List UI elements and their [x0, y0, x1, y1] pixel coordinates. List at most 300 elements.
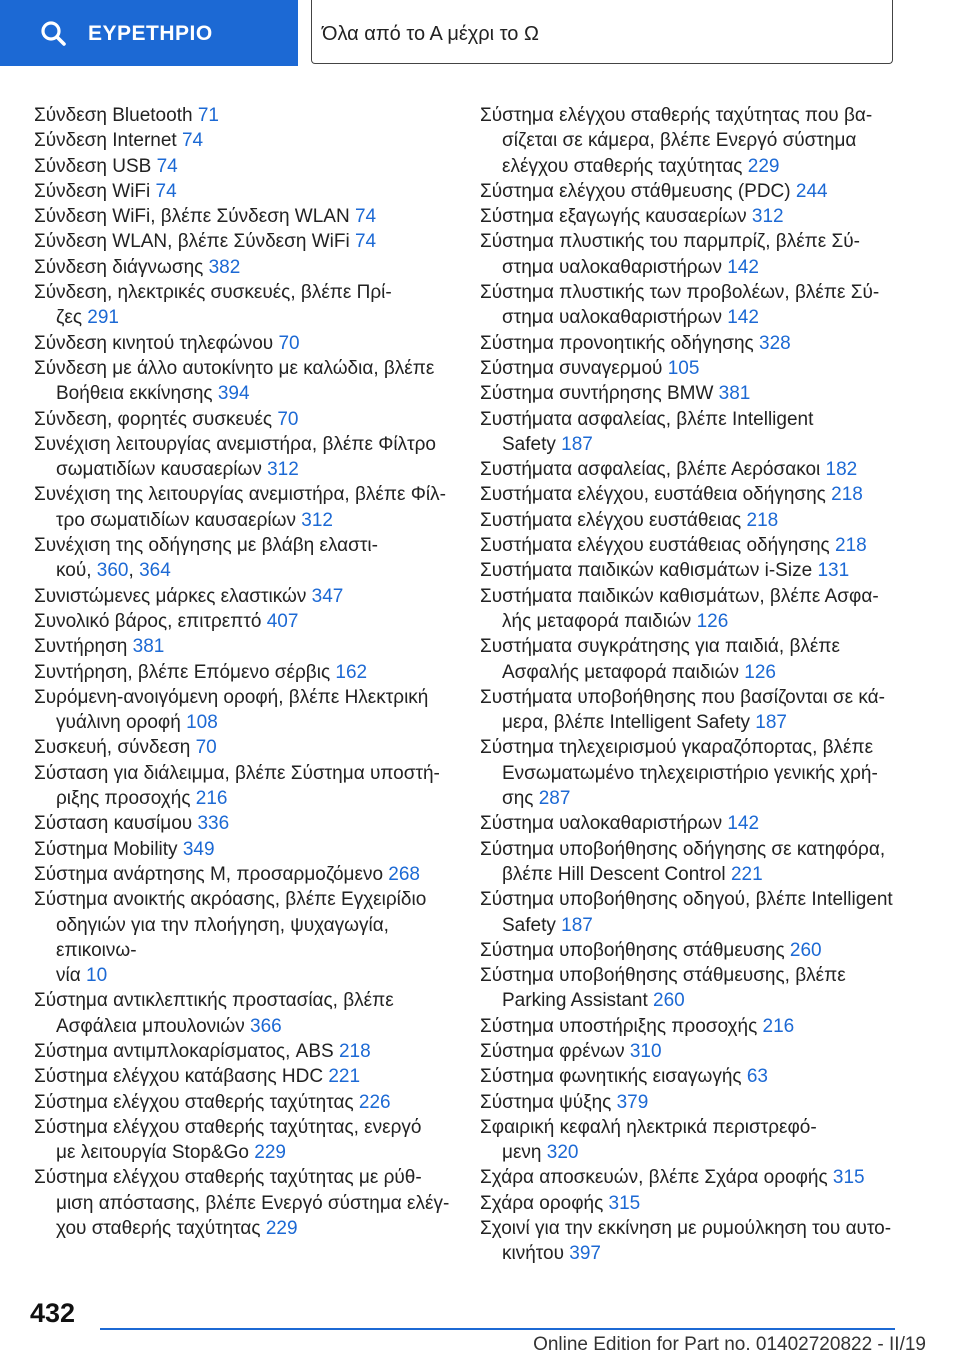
page-link[interactable]: 315	[608, 1192, 641, 1214]
entry-pages	[193, 105, 219, 126]
page-link[interactable]: 360	[96, 560, 129, 582]
page-link[interactable]: 187	[561, 914, 593, 936]
page-link[interactable]: 366	[250, 1015, 282, 1037]
entry-continuation	[480, 786, 930, 811]
index-entry	[480, 407, 930, 458]
page-link[interactable]: 312	[267, 459, 299, 481]
entry-pages	[261, 1218, 298, 1239]
index-entry	[480, 1216, 930, 1267]
entry-text: Συσκευή, σύνδεση	[34, 737, 191, 759]
page-link[interactable]: 382	[208, 256, 241, 278]
entry-text: Σύστημα ελέγχου σταθερής ταχύτητας με ρύθ-	[34, 1167, 422, 1189]
entry-pages	[556, 915, 593, 936]
entry-pages	[750, 712, 787, 733]
page-link[interactable]: 10	[86, 965, 108, 987]
page-link[interactable]: 216	[762, 1015, 795, 1037]
entry-text: Συστήματα παιδικών καθισμάτων, βλέπε Ασφα-	[480, 585, 879, 607]
page-link[interactable]: 315	[832, 1167, 865, 1189]
page-link[interactable]: 229	[265, 1218, 298, 1240]
entry-text: Συντήρηση	[34, 636, 128, 658]
index-entry	[480, 837, 930, 888]
entry-text: Σύστημα τηλεχειρισμού γκαραζόπορτας, βλέπε	[480, 737, 874, 759]
entry-pages	[261, 611, 298, 632]
entry-text: Ενσωματωμένο τηλεχειριστήριο γενικής χρή-	[502, 762, 878, 784]
index-entry	[480, 1014, 930, 1039]
page-link[interactable]: 229	[747, 155, 780, 177]
entry-text: Σύστημα προνοητικής οδήγησης	[480, 332, 754, 354]
entry-continuation	[480, 988, 930, 1013]
entry-text: στημα υαλοκαθαριστήρων	[502, 307, 722, 329]
entry-continuation	[480, 862, 930, 887]
footer-divider	[100, 1328, 895, 1330]
entry-text: μενη	[502, 1142, 542, 1164]
index-entry	[34, 761, 464, 812]
index-entry	[480, 887, 930, 938]
entry-pages	[564, 1243, 601, 1264]
entry-continuation	[34, 786, 464, 811]
entry-text: Σύσταση για διάλειμμα, βλέπε Σύστημα υποστή-	[34, 762, 440, 784]
entry-text: Σύστημα εξαγωγής καυσαερίων	[480, 206, 747, 228]
page-link[interactable]: 74	[155, 180, 177, 202]
entry-text: Σύνδεση, φορητές συσκευές	[34, 408, 273, 430]
entry-text: Σύνδεση Bluetooth	[34, 105, 193, 126]
index-entry	[34, 1165, 464, 1241]
entry-text: Σύστημα ελέγχου κατάβασης HDC	[34, 1066, 324, 1088]
entry-pages	[662, 358, 699, 379]
index-entry	[480, 533, 930, 558]
entry-pages	[191, 788, 228, 809]
entry-text: Σύστημα συντήρησης BMW	[480, 383, 714, 405]
entry-pages	[273, 333, 299, 354]
page-link[interactable]: 287	[538, 788, 571, 810]
entry-text: Σύστημα πλυστικής του παρμπρίζ, βλέπε Σύ-	[480, 231, 860, 253]
entry-text: Σύνδεση WLAN, βλέπε Σύνδεση WiFi	[34, 231, 350, 253]
entry-continuation	[480, 255, 930, 280]
page-link[interactable]: 221	[730, 863, 763, 885]
index-entry	[34, 988, 464, 1039]
entry-text: Σύστημα ανοικτής ακρόασης, βλέπε Εγχειρίδιο	[34, 889, 427, 911]
index-entry	[480, 938, 930, 963]
index-entry	[480, 963, 930, 1014]
entry-pages	[739, 662, 776, 683]
index-entry	[34, 685, 464, 736]
index-entry	[34, 887, 464, 988]
index-entry	[34, 179, 464, 204]
entry-text: Σύστημα αντικλεπτικής προστασίας, βλέπε	[34, 990, 394, 1012]
entry-text: Σύστημα ψύξης	[480, 1091, 612, 1113]
entry-text: Συνέχιση της οδήγησης με βλάβη ελαστι-	[34, 535, 378, 557]
entry-text: Σύνδεση με άλλο αυτοκίνητο με καλώδια, βλέπε	[34, 357, 435, 379]
entry-text: Συστήματα ελέγχου, ευστάθεια οδήγησης	[480, 484, 826, 506]
entry-pages	[611, 1092, 648, 1113]
subtitle-tab[interactable]	[311, 0, 893, 64]
entry-pages	[625, 1041, 662, 1062]
entry-pages	[742, 156, 779, 177]
entry-text: Σύστημα ελέγχου στάθμευσης (PDC)	[480, 180, 791, 202]
entry-text: Safety	[502, 433, 556, 455]
entry-text: Σύστημα ελέγχου σταθερής ταχύτητας, ενεργό	[34, 1116, 422, 1138]
entry-pages	[330, 662, 367, 683]
entry-text: Σύνδεση WiFi	[34, 180, 151, 202]
entry-text: Σύστημα υποβοήθησης στάθμευσης	[480, 939, 785, 961]
entry-text: Συνιστώμενες μάρκες ελαστικών	[34, 585, 307, 607]
entry-pages	[691, 611, 728, 632]
entry-pages	[757, 1016, 794, 1037]
index-entry	[480, 356, 930, 381]
page-link[interactable]: 347	[311, 585, 344, 607]
entry-continuation	[480, 1241, 930, 1266]
index-entry	[480, 634, 930, 685]
entry-continuation	[480, 1140, 930, 1165]
entry-text: Σχάρα οροφής	[480, 1192, 604, 1214]
entry-text: Σύστημα ελέγχου σταθερής ταχύτητας που βα-	[480, 105, 873, 126]
index-entry	[480, 204, 930, 229]
entry-pages	[323, 1066, 360, 1087]
entry-text: Σύστημα υποβοήθησης οδηγού, βλέπε Intelligent	[480, 889, 893, 911]
page-link[interactable]: 244	[795, 180, 828, 202]
entry-text: στημα υαλοκαθαριστήρων	[502, 256, 722, 278]
entry-text: Safety	[502, 914, 556, 936]
page-link[interactable]: 218	[338, 1040, 371, 1062]
entry-pages	[127, 636, 164, 657]
entry-text: Σύστημα ελέγχου σταθερής ταχύτητας	[34, 1091, 354, 1113]
page-link[interactable]: 142	[727, 307, 759, 329]
entry-pages	[150, 181, 176, 202]
index-entry	[480, 1191, 930, 1216]
entry-text: Σύστημα υαλοκαθαριστήρων	[480, 813, 723, 835]
index-entry	[480, 1090, 930, 1115]
entry-text: Σύνδεση Internet	[34, 130, 177, 152]
entry-text: Σύστημα αντιμπλοκαρίσματος, ABS	[34, 1040, 334, 1062]
entry-pages	[722, 307, 759, 328]
entry-pages	[383, 864, 420, 885]
entry-pages	[350, 206, 376, 227]
entry-pages	[306, 586, 343, 607]
page-link[interactable]: 229	[254, 1142, 286, 1164]
entry-text: Σφαιρική κεφαλή ηλεκτρικά περιστρεφό-	[480, 1116, 817, 1138]
entry-pages	[747, 206, 784, 227]
entry-pages	[249, 1142, 286, 1163]
index-entry	[480, 280, 930, 331]
entry-continuation	[480, 710, 930, 735]
entry-pages	[213, 383, 250, 404]
index-entry	[34, 482, 464, 533]
index-entry	[34, 609, 464, 634]
page-link[interactable]: 310	[629, 1040, 662, 1062]
entry-text: κινήτου	[502, 1243, 564, 1265]
entry-continuation	[480, 432, 930, 457]
entry-text: ριξης προσοχής	[56, 788, 191, 810]
entry-text: Συστήματα ελέγχου ευστάθειας	[480, 509, 742, 531]
index-entry	[480, 103, 930, 179]
index-entry	[480, 584, 930, 635]
page-link[interactable]: 226	[358, 1091, 391, 1113]
entry-text: Parking Assistant	[502, 990, 648, 1012]
entry-continuation	[34, 457, 464, 482]
entry-text: Σχάρα αποσκευών, βλέπε Σχάρα οροφής	[480, 1167, 828, 1189]
entry-pages	[350, 231, 376, 252]
entry-pages	[533, 788, 570, 809]
entry-text: Συνολικό βάρος, επιτρεπτό	[34, 610, 262, 632]
entry-pages	[812, 560, 849, 581]
entry-pages	[828, 1167, 865, 1188]
entry-continuation	[480, 305, 930, 330]
entry-text: Σύνδεση, ηλεκτρικές συσκευές, βλέπε Πρί-	[34, 282, 392, 304]
page-link[interactable]: 126	[696, 610, 729, 632]
index-entry	[34, 1115, 464, 1166]
page-link[interactable]: 70	[195, 737, 217, 759]
entry-continuation	[34, 963, 464, 988]
page-link[interactable]: 131	[817, 560, 850, 582]
page-link[interactable]: 105	[667, 357, 700, 379]
entry-pages	[742, 1066, 768, 1087]
index-entry	[34, 837, 464, 862]
index-entry	[480, 457, 930, 482]
index-entry	[34, 862, 464, 887]
entry-continuation	[480, 609, 930, 634]
entry-text: Σύστημα Mobility	[34, 838, 178, 860]
entry-continuation	[34, 710, 464, 735]
page-link[interactable]: 218	[835, 535, 867, 557]
index-entry	[34, 128, 464, 153]
entry-pages	[262, 459, 299, 480]
entry-text: Σύστημα υποβοήθησης στάθμευσης, βλέπε	[480, 965, 846, 987]
index-entry	[34, 103, 464, 128]
entry-text: τρο σωματιδίων καυσαερίων	[56, 509, 296, 531]
index-entry	[480, 508, 930, 533]
entry-pages	[203, 257, 240, 278]
page-link[interactable]: 221	[328, 1066, 361, 1088]
entry-text: Συστήματα υποβοήθησης που βασίζονται σε κά-	[480, 686, 885, 708]
index-entry	[34, 432, 464, 483]
page-link[interactable]: 268	[388, 863, 420, 885]
index-entry	[34, 1039, 464, 1064]
entry-pages	[826, 484, 863, 505]
index-entry	[480, 482, 930, 507]
page-link[interactable]: 260	[653, 990, 685, 1012]
index-column-left	[34, 103, 464, 1241]
entry-continuation	[480, 913, 930, 938]
entry-text: Σύστημα φωνητικής εισαγωγής	[480, 1066, 742, 1088]
entry-text: Σύνδεση κινητού τηλεφώνου	[34, 332, 274, 354]
index-entry	[34, 533, 464, 584]
entry-text: χου σταθερής ταχύτητας	[56, 1218, 261, 1240]
entry-pages	[791, 181, 828, 202]
entry-pages	[556, 434, 593, 455]
index-entry	[34, 255, 464, 280]
entry-pages	[181, 712, 218, 733]
index-entry	[480, 381, 930, 406]
edition-info: Online Edition for Part no. 01402720822 - II/19	[533, 1334, 926, 1355]
entry-continuation	[480, 154, 930, 179]
entry-text: Σύστημα πλυστικής των προβολέων, βλέπε Σύ-	[480, 282, 880, 304]
entry-text: Συρόμενη-ανοιγόμενη οροφή, βλέπε Ηλεκτρική	[34, 686, 429, 708]
entry-pages	[722, 813, 759, 834]
page-link[interactable]: 74	[354, 231, 377, 253]
entry-text: γυάλινη οροφή	[56, 712, 181, 734]
entry-text: βλέπε Hill Descent Control	[502, 863, 726, 885]
page-link[interactable]: 218	[831, 484, 863, 506]
subtitle-label: Όλα από το Α μέχρι το Ω	[322, 23, 539, 45]
index-entry	[480, 229, 930, 280]
index-entry	[480, 179, 930, 204]
entry-continuation	[34, 1216, 464, 1241]
entry-text: Ασφαλής μεταφορά παιδιών	[502, 661, 739, 683]
page-link[interactable]: 312	[301, 509, 333, 531]
entry-text: Συστήματα ασφαλείας, βλέπε Αερόσακοι	[480, 459, 821, 481]
entry-text: κού,	[56, 560, 97, 582]
entry-pages	[820, 459, 857, 480]
entry-text: Συντήρηση, βλέπε Επόμενο σέρβις	[34, 661, 331, 683]
index-entry	[480, 1039, 930, 1064]
index-entry	[34, 584, 464, 609]
page-link[interactable]: 381	[718, 383, 751, 405]
page-link[interactable]: 182	[825, 459, 858, 481]
entry-text: ζες	[56, 307, 83, 329]
page-link[interactable]: 187	[561, 433, 593, 455]
entry-continuation	[34, 1140, 464, 1165]
index-tab-label: ΕΥΡΕΤΗΡΙΟ	[88, 22, 213, 45]
entry-text: Συστήματα ασφαλείας, βλέπε Intelligent	[480, 408, 814, 430]
index-entry	[34, 204, 464, 229]
page-link[interactable]: 108	[186, 712, 218, 734]
entry-text: Σύνδεση διάγνωσης	[34, 256, 204, 278]
index-entry	[34, 280, 464, 331]
entry-pages	[785, 940, 822, 961]
entry-pages	[722, 257, 759, 278]
entry-text: νία	[56, 965, 81, 987]
index-entry	[34, 407, 464, 432]
index-entry	[480, 558, 930, 583]
entry-continuation	[480, 660, 930, 685]
index-entry	[34, 356, 464, 407]
entry-text: Σύστημα υποστήριξης προσοχής	[480, 1015, 758, 1037]
page-link[interactable]: 126	[744, 661, 776, 683]
entry-continuation	[34, 558, 464, 583]
entry-pages: 360, 364	[96, 560, 171, 582]
entry-pages	[754, 333, 791, 354]
page-link[interactable]: 291	[87, 307, 119, 329]
entry-text: Σύστημα συναγερμού	[480, 357, 663, 379]
page-link[interactable]: 349	[182, 838, 215, 860]
index-entry	[34, 1064, 464, 1089]
entry-pages	[151, 156, 177, 177]
search-icon	[40, 20, 66, 46]
page-link[interactable]: 142	[727, 256, 759, 278]
entry-pages	[713, 383, 750, 404]
page-link[interactable]: 407	[266, 610, 299, 632]
page-link[interactable]: 397	[569, 1243, 601, 1265]
page-link[interactable]: 336	[197, 813, 230, 835]
page-link[interactable]: 312	[751, 206, 784, 228]
index-entry	[480, 331, 930, 356]
entry-text: Σύστημα υποβοήθησης οδήγησης σε κατηφόρα,	[480, 838, 886, 860]
entry-continuation	[34, 1014, 464, 1039]
entry-text: λής μεταφορά παιδιών	[502, 610, 692, 632]
entry-text: Σύνδεση WiFi, βλέπε Σύνδεση WLAN	[34, 206, 350, 228]
entry-text: Σύστημα φρένων	[480, 1040, 625, 1062]
entry-text: ελέγχου σταθερής ταχύτητας	[502, 155, 743, 177]
entry-text: σης	[502, 788, 534, 810]
page-link[interactable]: 187	[755, 712, 787, 734]
entry-pages	[741, 510, 778, 531]
index-entry	[34, 660, 464, 685]
page-link[interactable]: 260	[789, 939, 822, 961]
entry-continuation	[34, 381, 464, 406]
entry-text: Σχοινί για την εκκίνηση με ρυμούλκηση του αυτο-	[480, 1218, 892, 1240]
page-link[interactable]: 142	[727, 813, 760, 835]
entry-pages	[334, 1041, 371, 1062]
index-entry	[480, 735, 930, 811]
page-link[interactable]: 71	[197, 105, 219, 126]
page-link[interactable]: 70	[277, 408, 299, 430]
entry-pages	[82, 307, 119, 328]
entry-pages	[296, 510, 333, 531]
entry-pages	[541, 1142, 578, 1163]
page-link[interactable]: 364	[139, 560, 171, 582]
entry-pages	[177, 130, 203, 151]
page-number: 432	[30, 1298, 76, 1328]
page-link[interactable]: 63	[746, 1066, 768, 1088]
page-link[interactable]: 74	[354, 206, 377, 228]
page-link[interactable]: 320	[546, 1142, 579, 1164]
index-entry	[480, 1165, 930, 1190]
page-link[interactable]: 381	[132, 636, 165, 658]
entry-text: με λειτουργία Stop&Go	[56, 1142, 249, 1164]
entry-text: Συστήματα ελέγχου ευστάθειας οδήγησης	[480, 535, 830, 557]
page-link[interactable]: 379	[616, 1091, 649, 1113]
entry-pages	[178, 839, 215, 860]
header-bar	[0, 0, 960, 66]
entry-text: σωματιδίων καυσαερίων	[56, 459, 262, 481]
index-entry	[480, 685, 930, 736]
index-entry	[34, 811, 464, 836]
entry-text: Βοήθεια εκκίνησης	[56, 383, 213, 405]
index-entry	[34, 1090, 464, 1115]
entry-continuation	[34, 508, 464, 533]
entry-pages	[245, 1016, 282, 1037]
page-link[interactable]: 162	[335, 661, 368, 683]
page-link[interactable]: 218	[746, 509, 779, 531]
entry-continuation	[34, 305, 464, 330]
index-entry	[480, 1064, 930, 1089]
index-tab[interactable]	[0, 0, 298, 66]
entry-pages	[354, 1092, 391, 1113]
entry-pages	[190, 737, 216, 758]
entry-text: Συστήματα συγκράτησης για παιδιά, βλέπε	[480, 636, 840, 658]
entry-text: μερα, βλέπε Intelligent Safety	[502, 712, 751, 734]
entry-text: Συνέχιση της λειτουργίας ανεμιστήρα, βλέπε Φίλ-	[34, 484, 446, 506]
entry-pages	[726, 864, 763, 885]
index-entry	[480, 811, 930, 836]
index-entry	[34, 154, 464, 179]
page-link[interactable]: 328	[759, 332, 791, 354]
page-link[interactable]: 74	[156, 155, 178, 177]
entry-text: Σύνδεση USB	[34, 155, 152, 177]
page-link[interactable]: 74	[181, 130, 204, 152]
index-entry	[480, 1115, 930, 1166]
entry-pages	[603, 1193, 640, 1214]
entry-text: μιση απόστασης, βλέπε Ενεργό σύστημα ελέγ-	[56, 1192, 450, 1214]
index-entry	[34, 735, 464, 760]
page-link[interactable]: 70	[278, 332, 300, 354]
page-link[interactable]: 216	[195, 788, 228, 810]
index-entry	[34, 229, 464, 254]
entry-pages	[648, 990, 685, 1011]
page-link[interactable]: 394	[217, 383, 250, 405]
entry-text: Συνέχιση λειτουργίας ανεμιστήρα, βλέπε Φίλτρο	[34, 433, 436, 455]
index-entry	[34, 331, 464, 356]
